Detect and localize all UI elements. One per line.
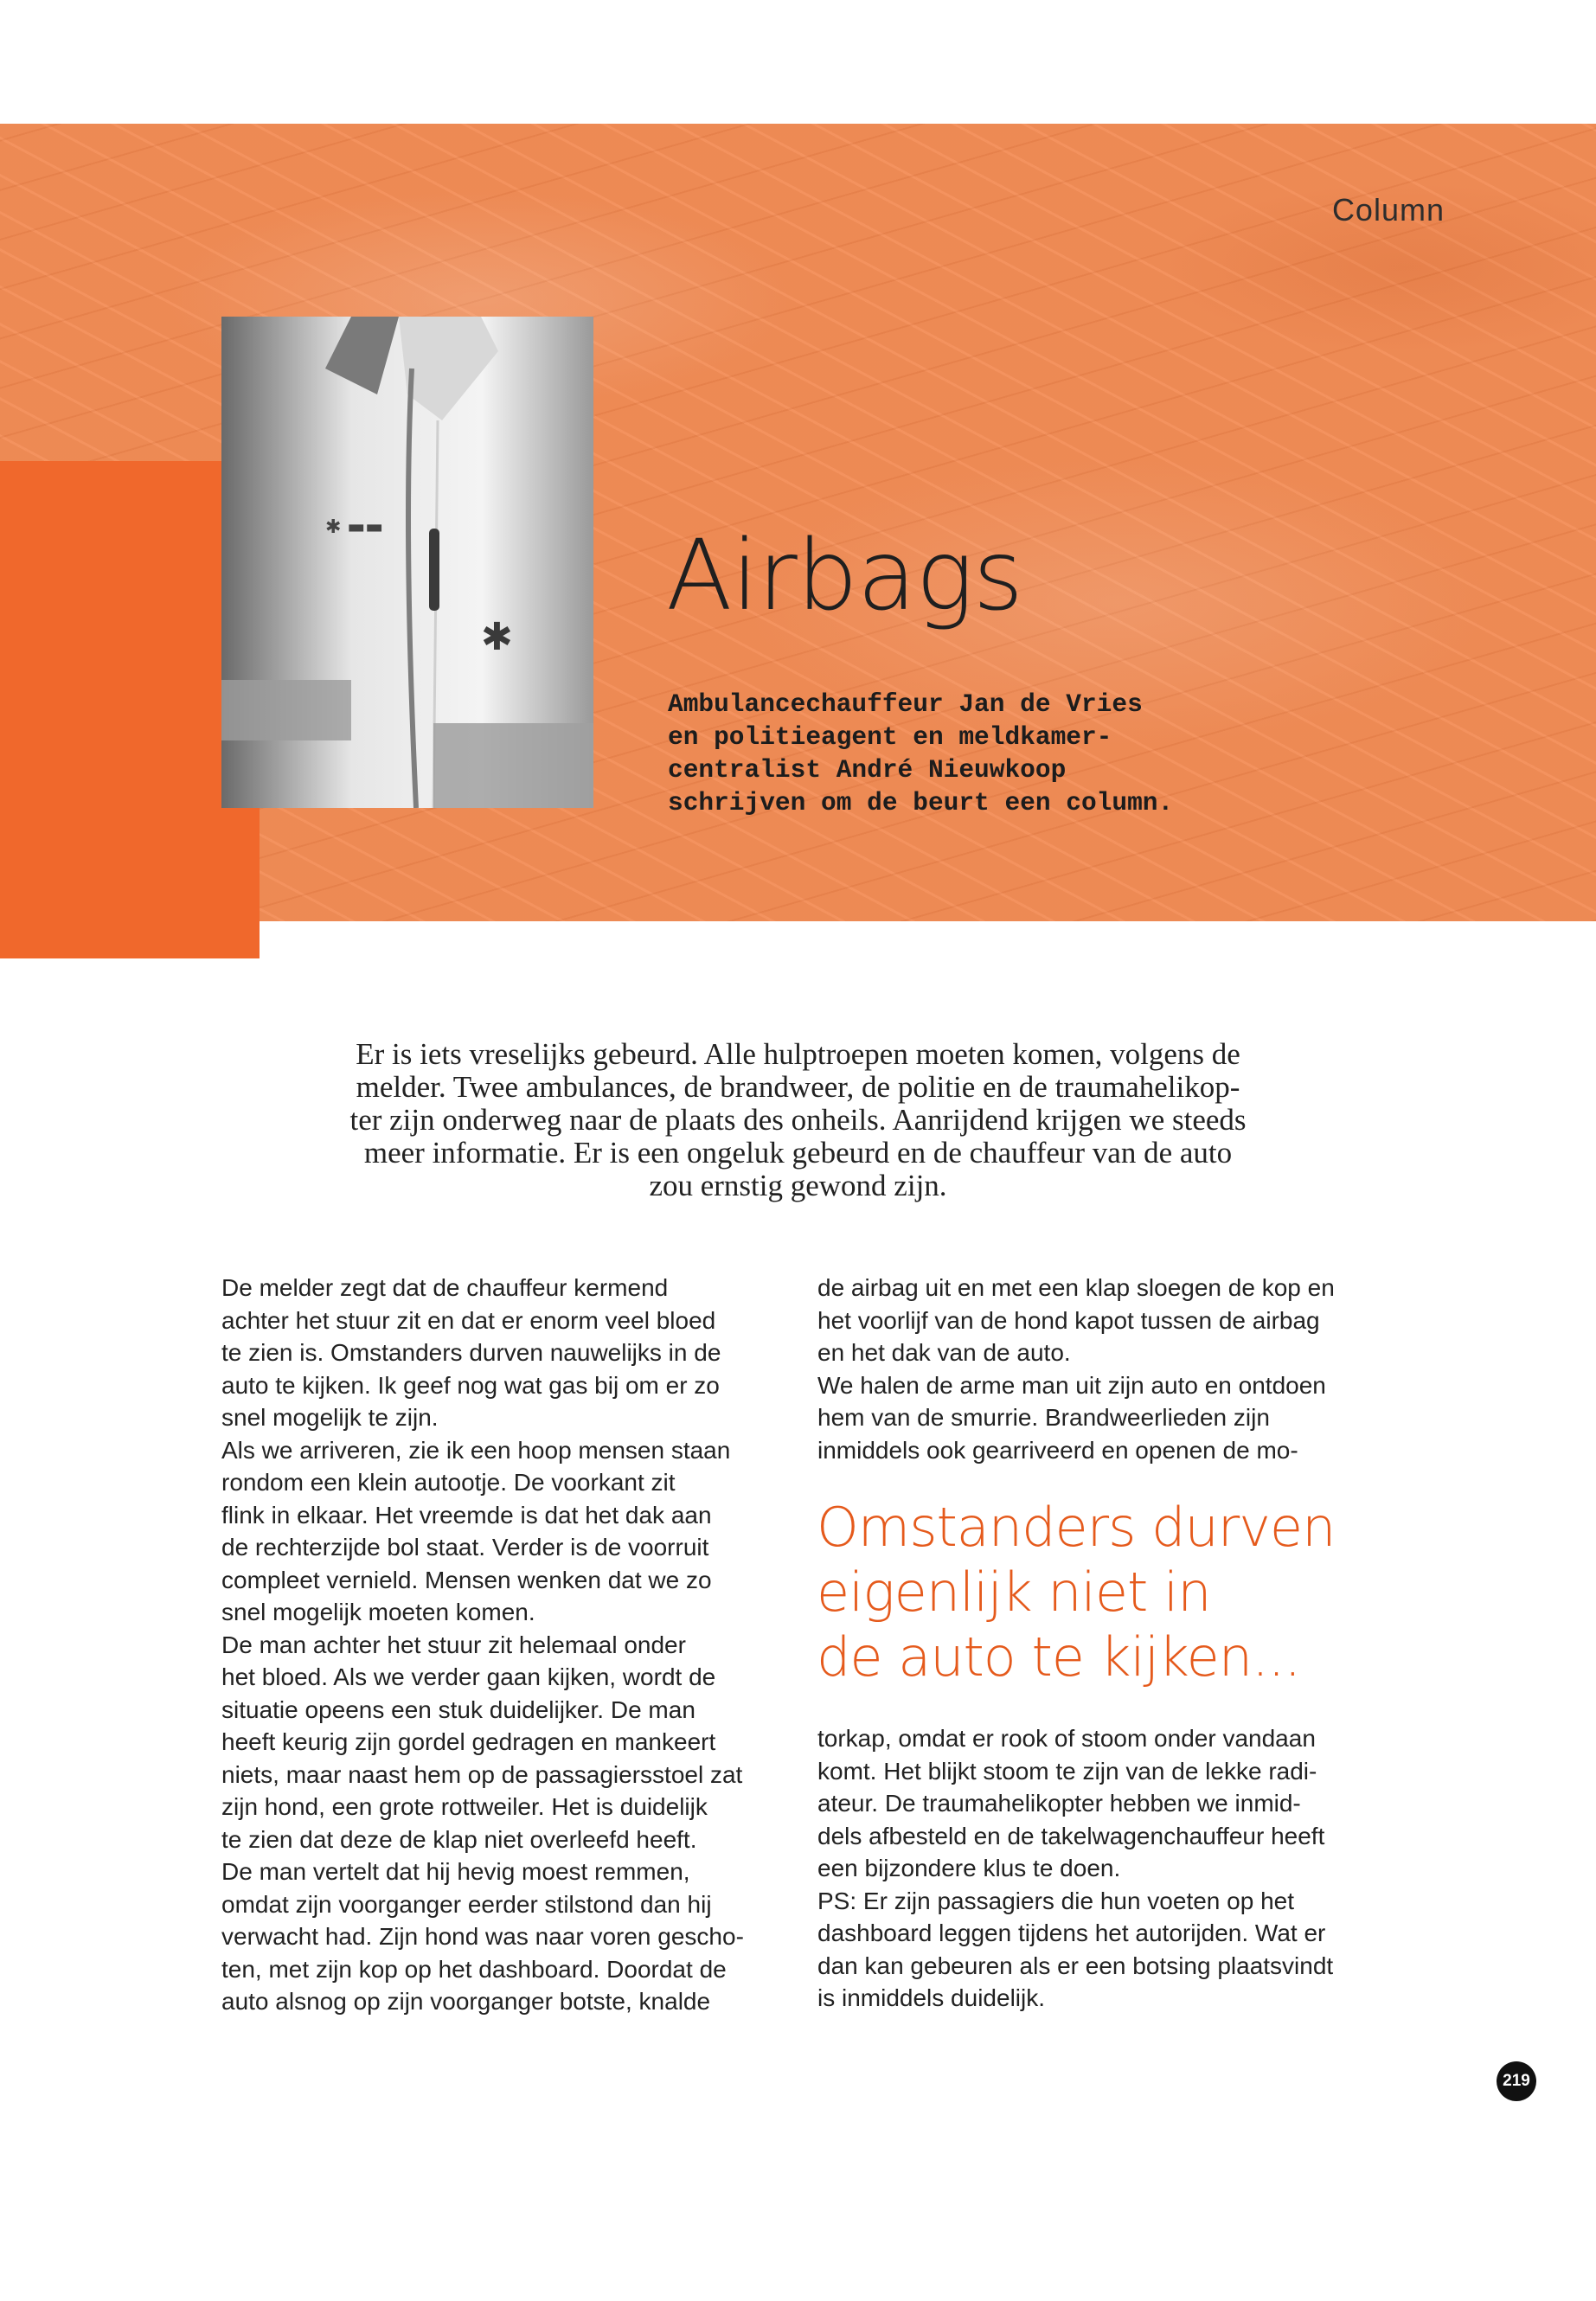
body-line: flink in elkaar. Het vreemde is dat het dak aan xyxy=(221,1501,712,1529)
body-line: de airbag uit en met een klap sloegen de kop en xyxy=(817,1274,1335,1301)
body-line: De man vertelt dat hij hevig moest remmen, xyxy=(221,1858,690,1885)
body-line: PS: Er zijn passagiers die hun voeten op het xyxy=(817,1887,1295,1914)
body-line: torkap, omdat er rook of stoom onder vandaan xyxy=(817,1725,1316,1752)
article-deck xyxy=(668,688,1291,819)
pull-quote-line: eigenlijk niet in xyxy=(817,1561,1211,1624)
pull-quote-line: Omstanders durven xyxy=(817,1496,1336,1559)
body-line: ateur. De traumahelikopter hebben we inmid- xyxy=(817,1790,1301,1817)
deck-line: Ambulancechauffeur Jan de Vries xyxy=(668,689,1143,719)
body-column-right-bottom xyxy=(817,1722,1371,2015)
body-line: dels afbesteld en de takelwagenchauffeur heeft xyxy=(817,1822,1325,1849)
body-line: de rechterzijde bol staat. Verder is de voorruit xyxy=(221,1534,709,1561)
body-line: rondom een klein autootje. De voorkant zit xyxy=(221,1469,676,1496)
section-label: Column xyxy=(1331,192,1445,228)
lead-line: ter zijn onderweg naar de plaats des onheils. Aanrijdend krijgen we steeds xyxy=(349,1103,1247,1137)
body-line: hem van de smurrie. Brandweerlieden zijn xyxy=(817,1404,1270,1431)
body-line: snel mogelijk te zijn. xyxy=(221,1404,439,1431)
body-line: Als we arriveren, zie ik een hoop mensen staan xyxy=(221,1436,731,1464)
body-line: omdat zijn voorganger eerder stilstond dan hij xyxy=(221,1890,712,1918)
body-line: verwacht had. Zijn hond was naar voren gescho- xyxy=(221,1923,744,1950)
svg-text:✱: ✱ xyxy=(481,615,513,659)
deck-line: en politieagent en meldkamer- xyxy=(668,722,1112,752)
body-line: het bloed. Als we verder gaan kijken, wordt de xyxy=(221,1663,716,1690)
decorative-color-block xyxy=(0,461,260,958)
body-line: komt. Het blijkt stoom te zijn van de lekke radi- xyxy=(817,1757,1317,1785)
pull-quote xyxy=(817,1495,1370,1689)
body-line: zijn hond, een grote rottweiler. Het is duidelijk xyxy=(221,1793,708,1820)
body-line: ten, met zijn kop op het dashboard. Doordat de xyxy=(221,1955,727,1983)
svg-text:✱ ▬▬: ✱ ▬▬ xyxy=(325,516,383,538)
body-line: De melder zegt dat de chauffeur kermend xyxy=(221,1274,669,1301)
body-line: auto alsnog op zijn voorganger botste, knalde xyxy=(221,1988,711,2015)
body-line: dashboard leggen tijdens het autorijden. Wat er xyxy=(817,1920,1326,1946)
body-line: snel mogelijk moeten komen. xyxy=(221,1599,535,1625)
lead-paragraph xyxy=(251,1038,1345,1202)
lead-line: melder. Twee ambulances, de brandweer, de politie en de traumahelikop- xyxy=(356,1070,1240,1104)
body-line: is inmiddels duidelijk. xyxy=(817,1984,1046,2011)
body-line: dan kan gebeuren als er een botsing plaatsvindt xyxy=(817,1952,1334,1979)
deck-line: centralist André Nieuwkoop xyxy=(668,755,1067,785)
body-line: heeft keurig zijn gordel gedragen en mankeert xyxy=(221,1728,716,1755)
body-line: een bijzondere klus te doen. xyxy=(817,1855,1121,1881)
page-number: 219 xyxy=(1497,2061,1536,2101)
body-line: inmiddels ook gearriveerd en openen de mo- xyxy=(817,1436,1298,1464)
body-column-right-top xyxy=(817,1272,1371,1466)
article-title: Airbags xyxy=(666,520,1023,632)
lead-line: Er is iets vreselijks gebeurd. Alle hulptroepen moeten komen, volgens de xyxy=(356,1037,1240,1071)
body-line: situatie opeens een stuk duidelijker. De man xyxy=(221,1695,695,1723)
body-line: compleet vernield. Mensen wenken dat we zo xyxy=(221,1566,712,1593)
body-line: De man achter het stuur zit helemaal onder xyxy=(221,1631,686,1658)
body-line: auto te kijken. Ik geef nog wat gas bij om er zo xyxy=(221,1371,720,1399)
deck-line: schrijven om de beurt een column. xyxy=(668,788,1174,817)
body-line: te zien dat deze de klap niet overleefd heeft. xyxy=(221,1825,697,1853)
body-line: We halen de arme man uit zijn auto en ontdoen xyxy=(817,1371,1326,1399)
body-line: te zien is. Omstanders durven nauwelijks in de xyxy=(221,1339,721,1366)
ambulance-jacket-photo xyxy=(221,317,593,808)
body-line: en het dak van de auto. xyxy=(817,1339,1071,1366)
body-line: niets, maar naast hem op de passagiersstoel zat xyxy=(221,1760,743,1788)
lead-line: zou ernstig gewond zijn. xyxy=(649,1169,947,1202)
lead-line: meer informatie. Er is een ongeluk gebeurd en de chauffeur van de auto xyxy=(363,1136,1233,1170)
pull-quote-line: de auto te kijken... xyxy=(817,1625,1301,1689)
body-line: achter het stuur zit en dat er enorm veel bloed xyxy=(221,1306,716,1334)
body-column-left xyxy=(221,1272,775,2018)
body-line: het voorlijf van de hond kapot tussen de airbag xyxy=(817,1306,1320,1334)
